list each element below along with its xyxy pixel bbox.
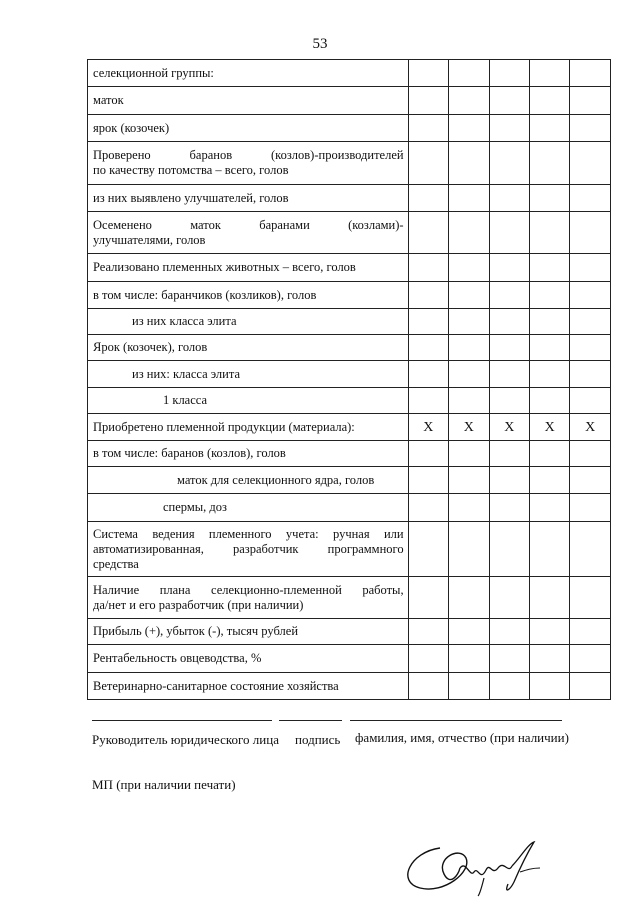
row-label [88, 361, 409, 388]
value-cell [529, 645, 569, 673]
stamp-note: МП (при наличии печати) [92, 777, 236, 792]
row-label-text: из них класса элита [132, 314, 237, 328]
value-cell [489, 87, 529, 115]
row-label-text: селекционной группы: [93, 65, 214, 80]
head-signature-line [92, 720, 272, 721]
row-label [88, 522, 409, 577]
value-cell [570, 282, 611, 309]
value-cell [570, 494, 611, 522]
value-cell [489, 115, 529, 142]
signature-line [279, 720, 342, 721]
value-cell [489, 494, 529, 522]
value-cell [449, 494, 489, 522]
value-cell [570, 212, 611, 254]
page-number: 53 [312, 36, 328, 52]
sign-caption: подпись [295, 732, 341, 747]
value-cell [408, 282, 448, 309]
row-label-line: Проверено баранов (козлов)-производителей [93, 148, 404, 162]
value-cell [408, 467, 448, 494]
value-cell [529, 441, 569, 467]
value-cell: Х [449, 414, 489, 441]
value-cell [489, 185, 529, 212]
value-cell [489, 361, 529, 388]
value-cell [489, 522, 529, 577]
row-label [88, 441, 409, 467]
table-row [88, 673, 611, 700]
row-label-text: Ветеринарно-санитарное состояние хозяйства [93, 678, 339, 693]
row-label-text: маток для селекционного ядра, голов [177, 472, 375, 487]
value-cell [449, 388, 489, 414]
table-row [88, 87, 611, 115]
value-cell [570, 673, 611, 700]
value-cell [408, 142, 448, 185]
value-cell [529, 142, 569, 185]
table-row [88, 522, 611, 577]
row-label-text: маток [93, 93, 124, 107]
value-cell [449, 577, 489, 619]
value-cell [489, 254, 529, 282]
value-cell [449, 309, 489, 335]
value-cell [570, 441, 611, 467]
value-cell [449, 645, 489, 673]
table-row [88, 414, 611, 441]
table-row [88, 142, 611, 185]
row-label [88, 115, 409, 142]
value-cell [408, 87, 448, 115]
row-label-line: Система ведения племенного учета: ручная или [93, 526, 404, 541]
value-cell [570, 142, 611, 185]
value-cell [489, 441, 529, 467]
row-label-line: Осеменено маток баранами (козлами)- [93, 217, 404, 232]
value-cell [570, 335, 611, 361]
value-cell [570, 254, 611, 282]
value-cell [449, 185, 489, 212]
value-cell: Х [570, 414, 611, 441]
data-table [87, 59, 611, 700]
value-cell [529, 60, 569, 87]
row-label [88, 87, 409, 115]
table-row [88, 254, 611, 282]
value-cell [529, 361, 569, 388]
value-cell [449, 335, 489, 361]
table-row [88, 309, 611, 335]
value-cell [529, 115, 569, 142]
row-label [88, 494, 409, 522]
row-label [88, 388, 409, 414]
table-row [88, 212, 611, 254]
row-label [88, 335, 409, 361]
value-cell [529, 282, 569, 309]
table-row [88, 335, 611, 361]
table-row [88, 282, 611, 309]
value-cell [408, 309, 448, 335]
value-cell [408, 577, 448, 619]
row-label [88, 467, 409, 494]
row-label-line: улучшателями, голов [93, 232, 206, 247]
value-cell [489, 282, 529, 309]
value-cell [529, 388, 569, 414]
value-cell [529, 522, 569, 577]
value-cell [449, 254, 489, 282]
row-label [88, 619, 409, 645]
value-cell [570, 309, 611, 335]
row-label-text: из них выявлено улучшателей, голов [93, 190, 289, 205]
value-cell [570, 115, 611, 142]
value-cell [570, 619, 611, 645]
row-label-line: Наличие плана селекционно-племенной работы, [93, 582, 404, 597]
value-cell [449, 142, 489, 185]
value-cell [408, 441, 448, 467]
value-cell [489, 212, 529, 254]
row-label-line: автоматизированная, разработчик программного [93, 541, 404, 556]
value-cell [529, 254, 569, 282]
value-cell [529, 577, 569, 619]
value-cell [570, 60, 611, 87]
value-cell [570, 388, 611, 414]
value-cell: Х [408, 414, 448, 441]
value-cell [529, 309, 569, 335]
value-cell [570, 645, 611, 673]
value-cell [449, 467, 489, 494]
value-cell [408, 388, 448, 414]
name-line [350, 720, 562, 721]
value-cell [449, 673, 489, 700]
value-cell [408, 673, 448, 700]
row-label [88, 185, 409, 212]
value-cell [529, 87, 569, 115]
value-cell [449, 60, 489, 87]
value-cell [489, 577, 529, 619]
table-row [88, 185, 611, 212]
value-cell [489, 60, 529, 87]
row-label-text: ярок (козочек) [93, 120, 170, 135]
table-row [88, 115, 611, 142]
table-row [88, 645, 611, 673]
row-label-text: Рентабельность овцеводства, % [93, 651, 262, 665]
value-cell [408, 494, 448, 522]
value-cell [449, 441, 489, 467]
row-label-line: да/нет и его разработчик (при наличии) [93, 597, 304, 612]
value-cell [570, 185, 611, 212]
value-cell [489, 309, 529, 335]
value-cell [408, 522, 448, 577]
row-label-text: Ярок (козочек), голов [93, 340, 208, 354]
head-caption: Руководитель юридического лица [92, 732, 279, 747]
row-label-text: Реализовано племенных животных – всего, голов [93, 260, 356, 274]
table-row [88, 494, 611, 522]
value-cell [489, 335, 529, 361]
table-body [88, 60, 611, 700]
value-cell [449, 619, 489, 645]
value-cell [408, 361, 448, 388]
row-label-text: 1 класса [163, 393, 208, 407]
value-cell [408, 645, 448, 673]
value-cell [449, 522, 489, 577]
row-label-text: Прибыль (+), убыток (-), тысяч рублей [93, 624, 299, 638]
table-row [88, 467, 611, 494]
value-cell [408, 254, 448, 282]
table-row [88, 441, 611, 467]
value-cell [570, 522, 611, 577]
value-cell [529, 335, 569, 361]
table-row [88, 577, 611, 619]
value-cell [529, 494, 569, 522]
table-row [88, 361, 611, 388]
row-label [88, 60, 409, 87]
value-cell [449, 212, 489, 254]
row-label-text: Приобретено племенной продукции (материала): [93, 419, 355, 434]
handwritten-signature [400, 838, 550, 898]
table-row [88, 619, 611, 645]
row-label [88, 282, 409, 309]
row-label [88, 414, 409, 441]
row-label [88, 212, 409, 254]
value-cell [570, 87, 611, 115]
row-label-line: средства [93, 556, 139, 571]
value-cell [489, 467, 529, 494]
value-cell: Х [489, 414, 529, 441]
value-cell: Х [529, 414, 569, 441]
value-cell [408, 619, 448, 645]
table-row [88, 60, 611, 87]
value-cell [529, 673, 569, 700]
value-cell [408, 212, 448, 254]
value-cell [489, 142, 529, 185]
value-cell [570, 467, 611, 494]
row-label-text: спермы, доз [163, 500, 227, 514]
value-cell [408, 335, 448, 361]
row-label-text: из них: класса элита [132, 366, 240, 381]
name-caption: фамилия, имя, отчество (при наличии) [355, 730, 569, 745]
value-cell [449, 361, 489, 388]
row-label [88, 142, 409, 185]
value-cell [408, 185, 448, 212]
value-cell [529, 212, 569, 254]
row-label [88, 673, 409, 700]
value-cell [408, 60, 448, 87]
value-cell [449, 282, 489, 309]
row-label-line: по качеству потомства – всего, голов [93, 163, 289, 177]
row-label-text: в том числе: баранов (козлов), голов [93, 446, 286, 460]
value-cell [570, 577, 611, 619]
value-cell [489, 645, 529, 673]
value-cell [408, 115, 448, 142]
table-row [88, 388, 611, 414]
value-cell [489, 673, 529, 700]
value-cell [529, 467, 569, 494]
value-cell [449, 115, 489, 142]
value-cell [570, 361, 611, 388]
row-label [88, 309, 409, 335]
value-cell [489, 619, 529, 645]
row-label-text: в том числе: баранчиков (козликов), голов [93, 287, 317, 302]
value-cell [489, 388, 529, 414]
row-label [88, 254, 409, 282]
value-cell [529, 185, 569, 212]
row-label [88, 577, 409, 619]
value-cell [529, 619, 569, 645]
value-cell [449, 87, 489, 115]
row-label [88, 645, 409, 673]
